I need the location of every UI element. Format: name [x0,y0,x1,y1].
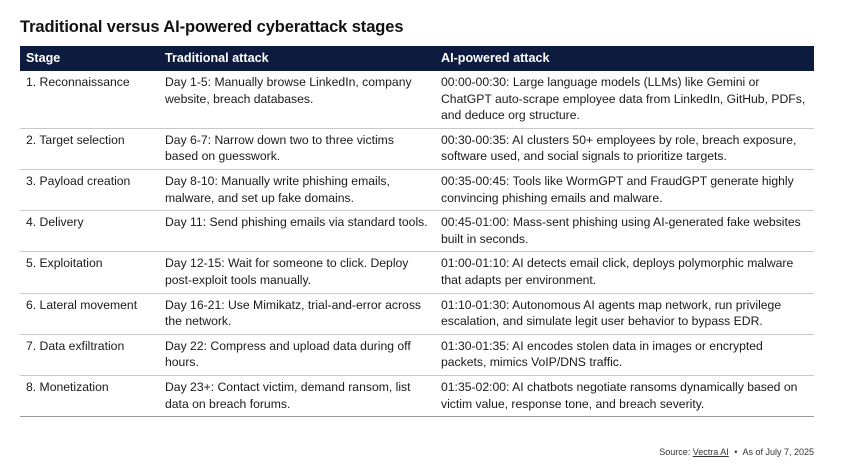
source-link[interactable]: Vectra AI [692,447,729,457]
source-note [659,447,814,457]
stage-cell: 4. Delivery [20,211,159,252]
stage-cell: 8. Monetization [20,375,159,416]
traditional-cell: Day 23+: Contact victim, demand ransom, list data on breach forums. [159,375,435,416]
ai-cell: 01:35-02:00: AI chatbots negotiate ransoms dynamically based on victim value, response tone, and breach severity. [435,375,814,416]
table-row [20,169,814,210]
ai-cell: 01:00-01:10: AI detects email click, deploys polymorphic malware that adapts per environment. [435,252,814,293]
table-row [20,71,814,128]
traditional-cell: Day 16-21: Use Mimikatz, trial-and-error across the network. [159,293,435,334]
stage-cell: 6. Lateral movement [20,293,159,334]
ai-cell: 00:45-01:00: Mass-sent phishing using AI-generated fake websites built in seconds. [435,211,814,252]
table-header-row [20,46,814,71]
header-stage: Stage [20,46,159,71]
ai-cell: 00:30-00:35: AI clusters 50+ employees by role, breach exposure, software used, and social signals to prioritize targets. [435,128,814,169]
traditional-cell: Day 6-7: Narrow down two to three victims based on guesswork. [159,128,435,169]
table-row [20,334,814,375]
stage-cell: 5. Exploitation [20,252,159,293]
traditional-cell: Day 11: Send phishing emails via standard tools. [159,211,435,252]
header-ai: AI-powered attack [435,46,814,71]
traditional-cell: Day 1-5: Manually browse LinkedIn, company website, breach databases. [159,71,435,128]
traditional-cell: Day 8-10: Manually write phishing emails, malware, and set up fake domains. [159,169,435,210]
source-date: As of July 7, 2025 [742,447,814,457]
stage-cell: 2. Target selection [20,128,159,169]
traditional-cell: Day 22: Compress and upload data during off hours. [159,334,435,375]
source-label: Source: [659,447,691,457]
stage-cell: 1. Reconnaissance [20,71,159,128]
ai-cell: 01:10-01:30: Autonomous AI agents map network, run privilege escalation, and simulate legit user behavior to bypass EDR. [435,293,814,334]
table-row [20,293,814,334]
ai-cell: 00:00-00:30: Large language models (LLMs) like Gemini or ChatGPT auto-scrape employee data from LinkedIn, GitHub, PDFs, and deduce org structure. [435,71,814,128]
ai-cell: 01:30-01:35: AI encodes stolen data in images or encrypted packets, mimics VoIP/DNS traffic. [435,334,814,375]
comparison-table [20,46,814,417]
stage-cell: 7. Data exfiltration [20,334,159,375]
ai-cell: 00:35-00:45: Tools like WormGPT and FraudGPT generate highly convincing phishing emails and malware. [435,169,814,210]
traditional-cell: Day 12-15: Wait for someone to click. Deploy post-exploit tools manually. [159,252,435,293]
header-traditional: Traditional attack [159,46,435,71]
table-row [20,128,814,169]
table-row [20,252,814,293]
table-row [20,375,814,416]
table-row [20,211,814,252]
stage-cell: 3. Payload creation [20,169,159,210]
table-title: Traditional versus AI-powered cyberattack stages [20,18,404,36]
separator-dot: • [734,447,738,457]
